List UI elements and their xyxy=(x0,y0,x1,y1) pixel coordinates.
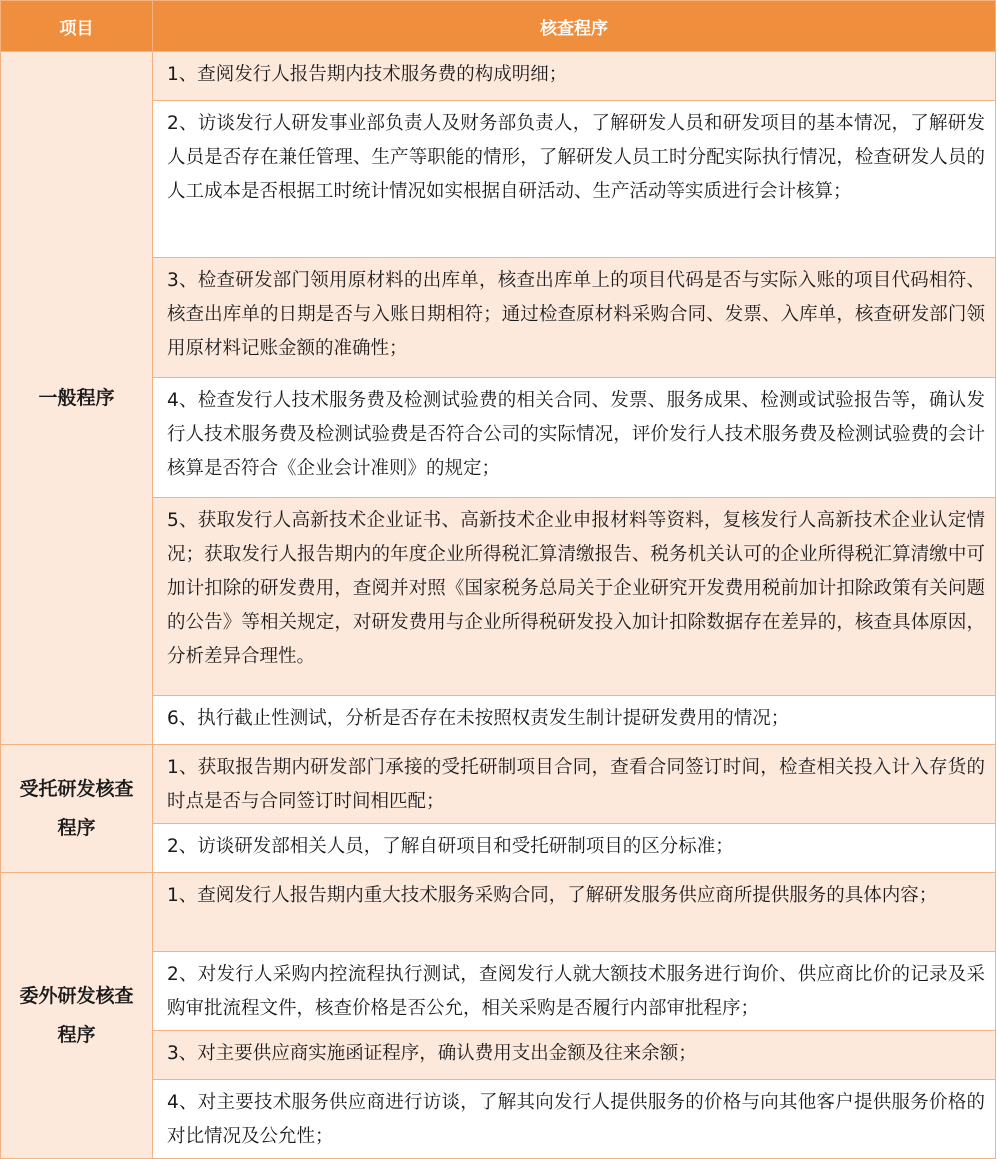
table-row xyxy=(1,745,996,824)
table-body xyxy=(1,52,996,1159)
procedure-item: 1、获取报告期内研发部门承接的受托研制项目合同，查看合同签订时间，检查相关投入计入存货的时点是否与合同签订时间相匹配； xyxy=(153,745,996,824)
group-cell-commissioned xyxy=(1,745,153,873)
procedure-item: 5、获取发行人高新技术企业证书、高新技术企业申报材料等资料，复核发行人高新技术企业认定情况；获取发行人报告期内的年度企业所得税汇算清缴报告、税务机关认可的企业所得税汇算清缴中可加计扣除的研发费用，查阅并对照《国家税务总局关于企业研究开发费用税前加计扣除政策有关问题的公告》等相关规定，对研发费用与企业所得税研发投入加计扣除数据存在差异的，核查具体原因，分析差异合理性。 xyxy=(153,498,996,696)
procedure-item: 4、对主要技术服务供应商进行访谈，了解其向发行人提供服务的价格与向其他客户提供服务价格的对比情况及公允性； xyxy=(153,1080,996,1159)
procedure-item: 3、对主要供应商实施函证程序，确认费用支出金额及往来余额； xyxy=(153,1031,996,1080)
procedure-item: 1、查阅发行人报告期内重大技术服务采购合同，了解研发服务供应商所提供服务的具体内容； xyxy=(153,873,996,952)
header-procedure: 核查程序 xyxy=(153,1,996,52)
group-label: 受托研发核查程序 xyxy=(19,777,134,839)
header-row xyxy=(1,1,996,52)
group-label: 一般程序 xyxy=(38,386,115,409)
procedure-item: 2、访谈研发部相关人员，了解自研项目和受托研制项目的区分标准； xyxy=(153,824,996,873)
group-label: 委外研发核查程序 xyxy=(19,984,134,1046)
procedure-item: 4、检查发行人技术服务费及检测试验费的相关合同、发票、服务成果、检测或试验报告等，确认发行人技术服务费及检测试验费是否符合公司的实际情况，评价发行人技术服务费及检测试验费的会计核算是否符合《企业会计准则》的规定； xyxy=(153,378,996,498)
procedure-item: 1、查阅发行人报告期内技术服务费的构成明细； xyxy=(153,52,996,101)
header-item: 项目 xyxy=(1,1,153,52)
table-header xyxy=(1,1,996,52)
procedure-item: 6、执行截止性测试，分析是否存在未按照权责发生制计提研发费用的情况； xyxy=(153,696,996,745)
procedure-item: 3、检查研发部门领用原材料的出库单，核查出库单上的项目代码是否与实际入账的项目代码相符、核查出库单的日期是否与入账日期相符；通过检查原材料采购合同、发票、入库单，核查研发部门领用原材料记账金额的准确性； xyxy=(153,258,996,378)
table-row xyxy=(1,52,996,101)
group-cell-general xyxy=(1,52,153,745)
group-cell-outsourced xyxy=(1,873,153,1159)
table-row xyxy=(1,873,996,952)
procedure-item: 2、对发行人采购内控流程执行测试，查阅发行人就大额技术服务进行询价、供应商比价的记录及采购审批流程文件，核查价格是否公允，相关采购是否履行内部审批程序； xyxy=(153,952,996,1031)
procedure-item: 2、访谈发行人研发事业部负责人及财务部负责人，了解研发人员和研发项目的基本情况，了解研发人员是否存在兼任管理、生产等职能的情形，了解研发人员工时分配实际执行情况，检查研发人员的人工成本是否根据工时统计情况如实根据自研活动、生产活动等实质进行会计核算； xyxy=(153,101,996,258)
